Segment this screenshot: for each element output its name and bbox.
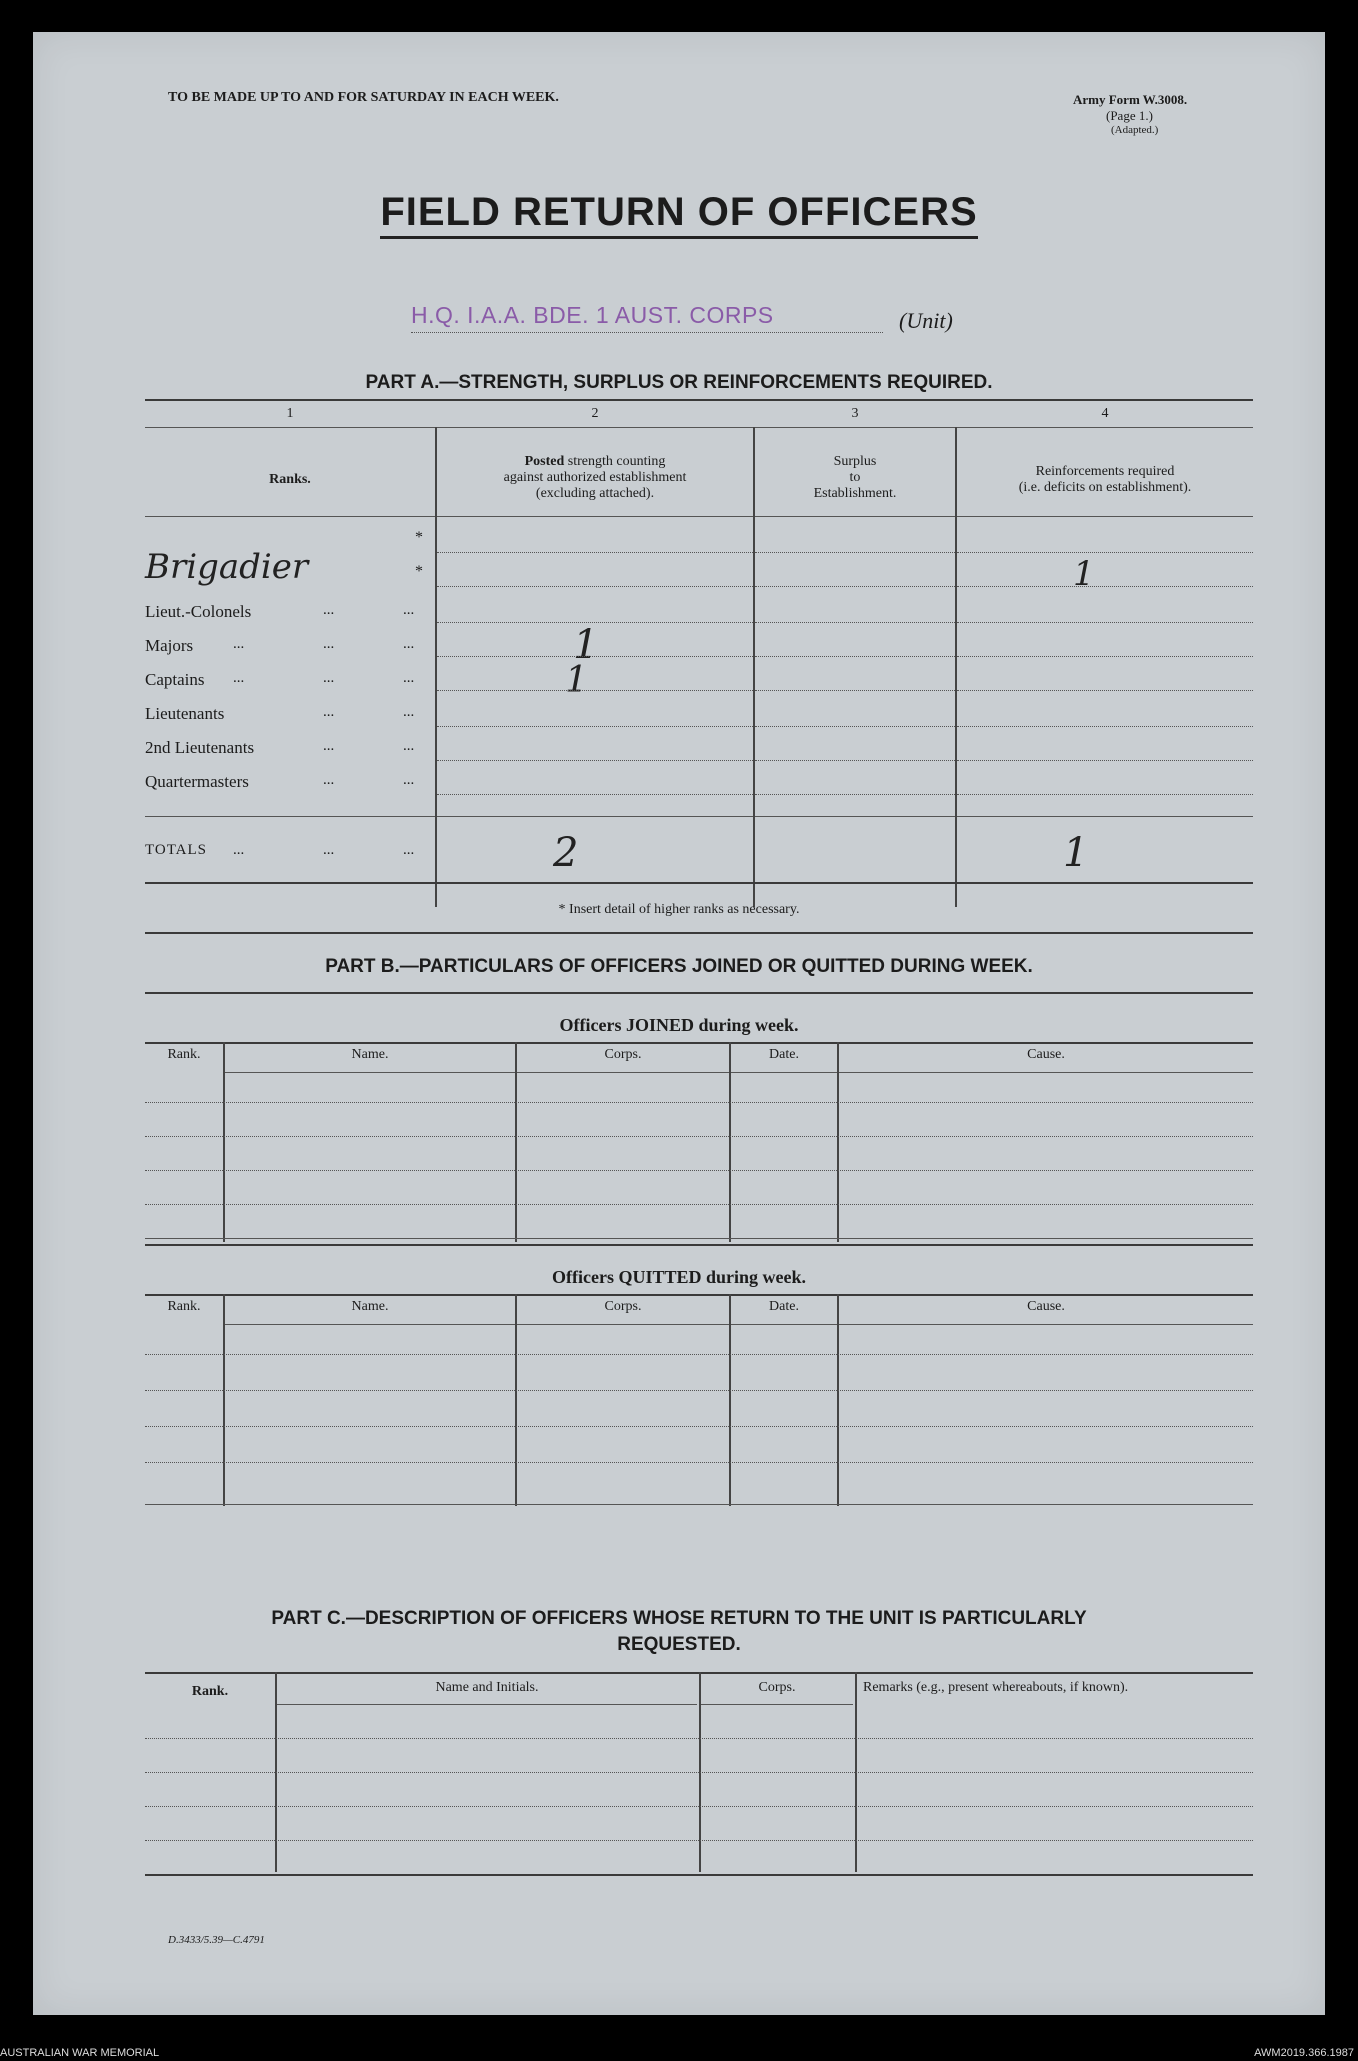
totals-posted: 2 [553,830,579,876]
col-num-1: 1 [286,406,294,421]
footer-source: AUSTRALIAN WAR MEMORIAL [0,2047,160,2059]
rank-lieut-colonels: Lieut.-Colonels [145,602,252,621]
part-c-col-corps: Corps. [758,1680,796,1695]
quitted-col-corps: Corps. [604,1299,642,1314]
ranks-header: Ranks. [269,472,311,487]
rank-captains: Captains [145,670,205,689]
joined-col-corps: Corps. [604,1047,642,1062]
page-title: FIELD RETURN OF OFFICERS [33,190,1325,235]
joined-col-name: Name. [351,1047,389,1062]
posted-majors: 1 [573,622,599,668]
quitted-title: Officers QUITTED during week. [552,1267,806,1287]
rank-mark: ... [403,738,415,754]
rank-mark: ... [403,772,415,788]
rank-mark: ... [403,670,415,686]
unit-stamp: H.Q. I.A.A. BDE. 1 AUST. CORPS [411,302,774,328]
rank-brigadier: Brigadier [145,547,309,587]
reinf-brigadier: 1 [1073,554,1095,594]
quitted-col-name: Name. [351,1299,389,1314]
rank-majors: Majors [145,636,194,655]
surplus-header: Surplus to Establishment. [813,454,897,501]
part-c-col-remarks: Remarks (e.g., present whereabouts, if known). [863,1680,1129,1695]
totals-reinforcements: 1 [1063,830,1089,876]
joined-col-rank: Rank. [167,1047,201,1062]
rank-mark: ... [403,704,415,720]
posted-captains: 1 [565,660,588,701]
part-c-col-name: Name and Initials. [435,1680,539,1695]
footer-accession: AWM2019.366.1987 [1254,2047,1354,2059]
form-number: Army Form W.3008. [1073,92,1188,107]
part-b-heading: PART B.—PARTICULARS OF OFFICERS JOINED OR QUITTED DURING WEEK. [325,956,1033,977]
col-num-3: 3 [851,406,859,421]
page-number: (Page 1.) [1106,108,1153,123]
rank-mark: * [415,563,423,580]
col-num-4: 4 [1101,406,1109,421]
reinforcements-header: Reinforcements required (i.e. deficits on establishment). [1018,464,1192,495]
rank-mark: * [415,529,423,546]
rank-quartermasters: Quartermasters [145,772,249,791]
part-a-heading: PART A.—STRENGTH, SURPLUS OR REINFORCEMENTS REQUIRED. [365,372,993,393]
joined-title: Officers JOINED during week. [559,1015,799,1035]
joined-col-date: Date. [769,1047,799,1062]
adapted-note: (Adapted.) [1111,124,1159,136]
rank-mark: ... [403,602,415,618]
posted-header: Posted strength counting against authorized establishment (excluding attached). [503,454,687,501]
quitted-col-rank: Rank. [167,1299,201,1314]
col-num-2: 2 [591,406,599,421]
footnote: * Insert detail of higher ranks as necessary. [558,902,800,917]
rank-mark: ... [403,636,415,652]
joined-col-cause: Cause. [1027,1047,1065,1062]
rank-2nd-lieutenants: 2nd Lieutenants [145,738,255,757]
instruction-text: TO BE MADE UP TO AND FOR SATURDAY IN EACH WEEK. [168,90,559,105]
unit-label: (Unit) [899,308,953,333]
quitted-col-cause: Cause. [1027,1299,1065,1314]
part-c-heading: PART C.—DESCRIPTION OF OFFICERS WHOSE RETURN TO THE UNIT IS PARTICULARLY REQUESTED. [271,1608,1087,1655]
rank-lieutenants: Lieutenants [145,704,225,723]
quitted-col-date: Date. [769,1299,799,1314]
totals-label: TOTALS [145,842,208,858]
form-page: TO BE MADE UP TO AND FOR SATURDAY IN EACH WEEK. Army Form W.3008. (Page 1.) (Adapted.) FIELD RETURN OF OFFICERS H.Q. I.A.A. BDE. 1 AUST. CORPS (Unit) PART A.—STRENGTH, SURPLUS OR REINFORCEMENTS REQUIRED. 1 2 3 4 Ranks. Posted strength counting against authorized establishment (excluding attached). Surplus to Establishment. Reinforcements required (i.e. deficits on establishment). * Brigadier * 1 Lieut.-Colonels ... ... Majors ... ... ... 1 Captains ... ... ... 1 Lieutenants ... ... 2nd Lieutenants ... ... Quartermasters ... ... TOTALS ... ... ... 2 1 * Insert detail of higher ranks as necessary. PART B.—PARTICULARS OF OFFICERS JOINED OR QUITTED DURING WEEK. Officers JOINED during week. Rank. Name. Corps. Date. Cause. Officers QUITTED during week. Rank. Name. Corps. Date. Cause. PART C.—DESCRIPTION OF OFFICERS WHOSE RETURN TO THE UNIT IS PARTICULARLY REQUESTED. Rank. Name and Initials. Corps. Remarks (e.g., present whereabouts, if known). D.3433/5.39—C.4791 [33,32,1325,2015]
print-code: D.3433/5.39—C.4791 [168,1934,265,1946]
part-c-col-rank: Rank. [191,1684,229,1699]
